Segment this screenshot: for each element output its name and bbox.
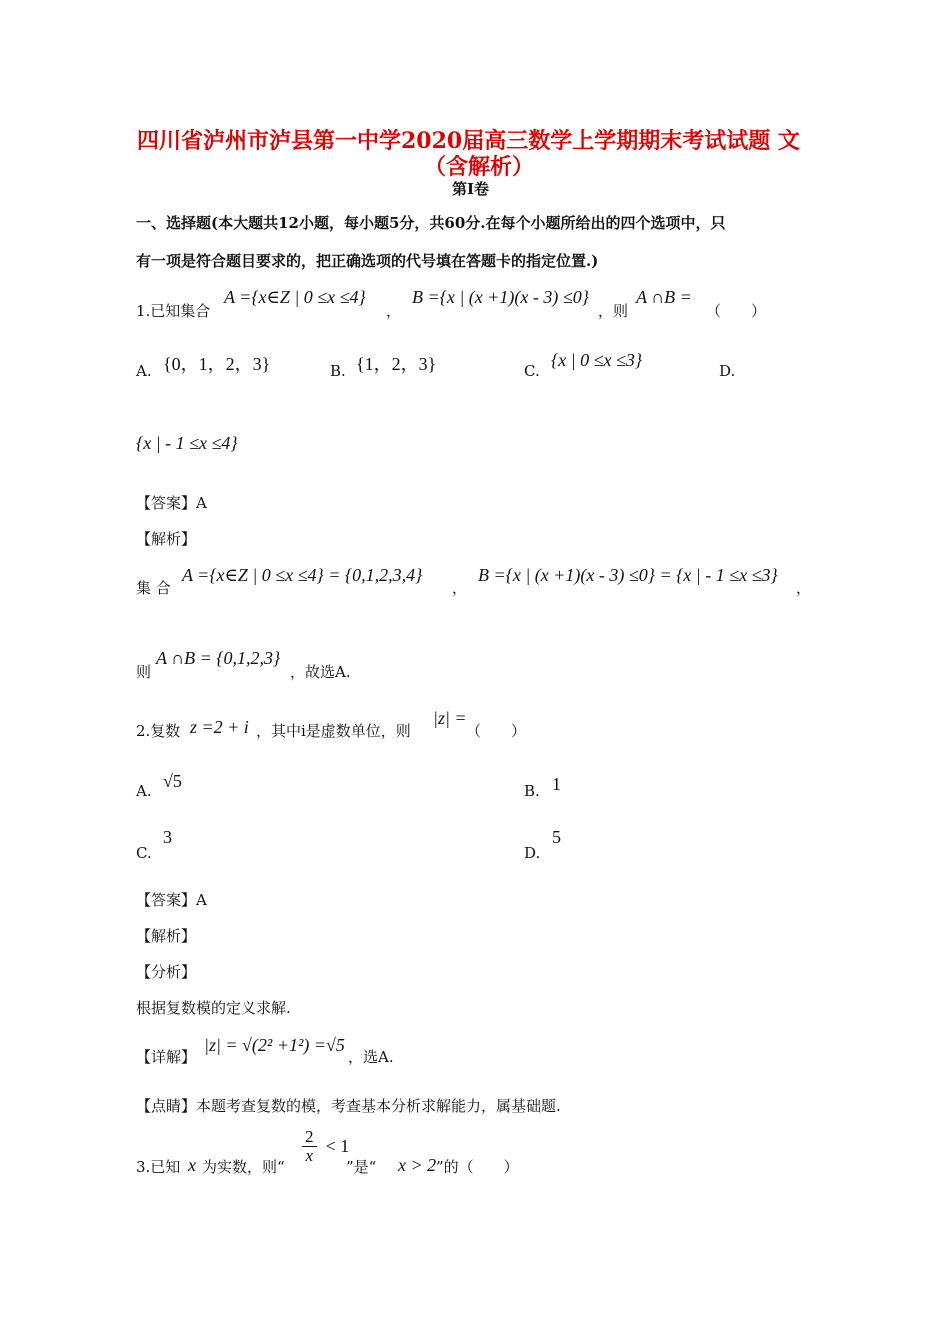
q2-option-a: √5	[163, 771, 182, 791]
q1-stem-prefix: 1.已知集合	[136, 302, 211, 320]
q1-option-d: {x | - 1 ≤x ≤4}	[136, 433, 238, 453]
document-title-line1: 四川省泸州市泸县第一中学2020届高三数学上学期期末考试试题 文	[137, 128, 800, 154]
q2-option-c: 3	[163, 827, 172, 847]
q1-solution-comma: ，	[452, 579, 468, 597]
q3-stem-end: ”的（ ）	[436, 1158, 519, 1176]
q2-fenxi-text: 根据复数模的定义求解.	[136, 999, 291, 1017]
q2-stem-modulus: |z| =	[433, 708, 467, 728]
section-intro-line2: 有一项是符合题目要求的，把正确选项的代号填在答题卡的指定位置.)	[136, 252, 599, 270]
q3-fraction-numerator: 2	[302, 1128, 317, 1147]
q1-set-a: A ={x∈Z | 0 ≤x ≤4}	[224, 287, 366, 307]
q1-solution-prefix: 集 合	[136, 579, 171, 597]
q1-analysis-label: 【解析】	[136, 530, 197, 548]
q1-comma: ，	[386, 302, 402, 320]
q2-paren: （ ）	[466, 722, 527, 740]
q1-set-b: B ={x | (x +1)(x - 3) ≤0}	[412, 287, 589, 307]
q1-option-c: {x | 0 ≤x ≤3}	[551, 350, 643, 370]
q1-option-a: {0，1，2，3}	[163, 354, 271, 374]
q1-option-a-label: A.	[136, 362, 152, 380]
q2-detail-suffix: ，选A.	[348, 1048, 394, 1066]
volume-label: 第Ⅰ卷	[452, 180, 490, 198]
q1-solution2-prefix: 则	[136, 663, 152, 681]
q3-fraction-expr	[302, 1128, 317, 1165]
q3-stem-mid: 为实数，则“	[202, 1158, 285, 1176]
q3-condition: x > 2	[398, 1155, 437, 1175]
q2-detail-math: |z| = √(2² +1²) =√5	[204, 1035, 345, 1055]
q1-solution-set-a: A ={x∈Z | 0 ≤x ≤4} = {0,1,2,3,4}	[182, 565, 423, 585]
q3-stem-prefix: 3.已知	[136, 1158, 181, 1176]
q1-then: ，则	[598, 302, 629, 320]
q1-paren: （ ）	[706, 302, 767, 320]
q1-option-c-label: C.	[524, 362, 540, 380]
q2-option-b: 1	[552, 774, 561, 794]
q2-option-a-label: A.	[136, 782, 152, 800]
q3-stem-mid2: ”是“	[346, 1158, 377, 1176]
q2-comment: 【点睛】本题考查复数的模，考查基本分析求解能力，属基础题.	[136, 1097, 561, 1115]
q1-option-b-label: B.	[330, 362, 346, 380]
q1-solution2-suffix: ，故选A.	[290, 663, 351, 681]
q2-analysis-label: 【解析】	[136, 927, 197, 945]
q3-fraction-denominator: x	[305, 1146, 314, 1165]
q2-answer: 【答案】A	[136, 891, 207, 909]
q3-fraction	[302, 1128, 349, 1165]
q2-option-b-label: B.	[524, 782, 540, 800]
q2-option-d-label: D.	[524, 844, 541, 862]
section-intro-line1: 一、选择题(本大题共12小题，每小题5分，共60分.在每个小题所给出的四个选项中，只	[136, 214, 726, 232]
q1-solution-set-b: B ={x | (x +1)(x - 3) ≤0} = {x | - 1 ≤x ≤3}	[478, 565, 778, 585]
q3-fraction-relation: < 1	[325, 1136, 350, 1156]
q2-fenxi-label: 【分析】	[136, 963, 197, 981]
q1-solution-end: ，	[796, 579, 812, 597]
q2-stem-prefix: 2.复数	[136, 722, 181, 740]
q1-option-b: {1，2，3}	[356, 354, 437, 374]
q2-option-c-label: C.	[136, 844, 152, 862]
document-title-line2: （含解析）	[424, 154, 535, 180]
q2-stem-math: z =2 + i	[190, 717, 249, 737]
q1-solution2-math: A ∩B = {0,1,2,3}	[156, 648, 281, 668]
q1-expr: A ∩B =	[636, 287, 692, 307]
q1-option-d-label: D.	[719, 362, 736, 380]
q2-detail-label: 【详解】	[136, 1048, 197, 1066]
q2-stem-mid: ，其中i是虚数单位，则	[256, 722, 411, 740]
q3-variable: x	[188, 1155, 196, 1175]
q2-option-d: 5	[552, 827, 561, 847]
q1-answer: 【答案】A	[136, 494, 207, 512]
